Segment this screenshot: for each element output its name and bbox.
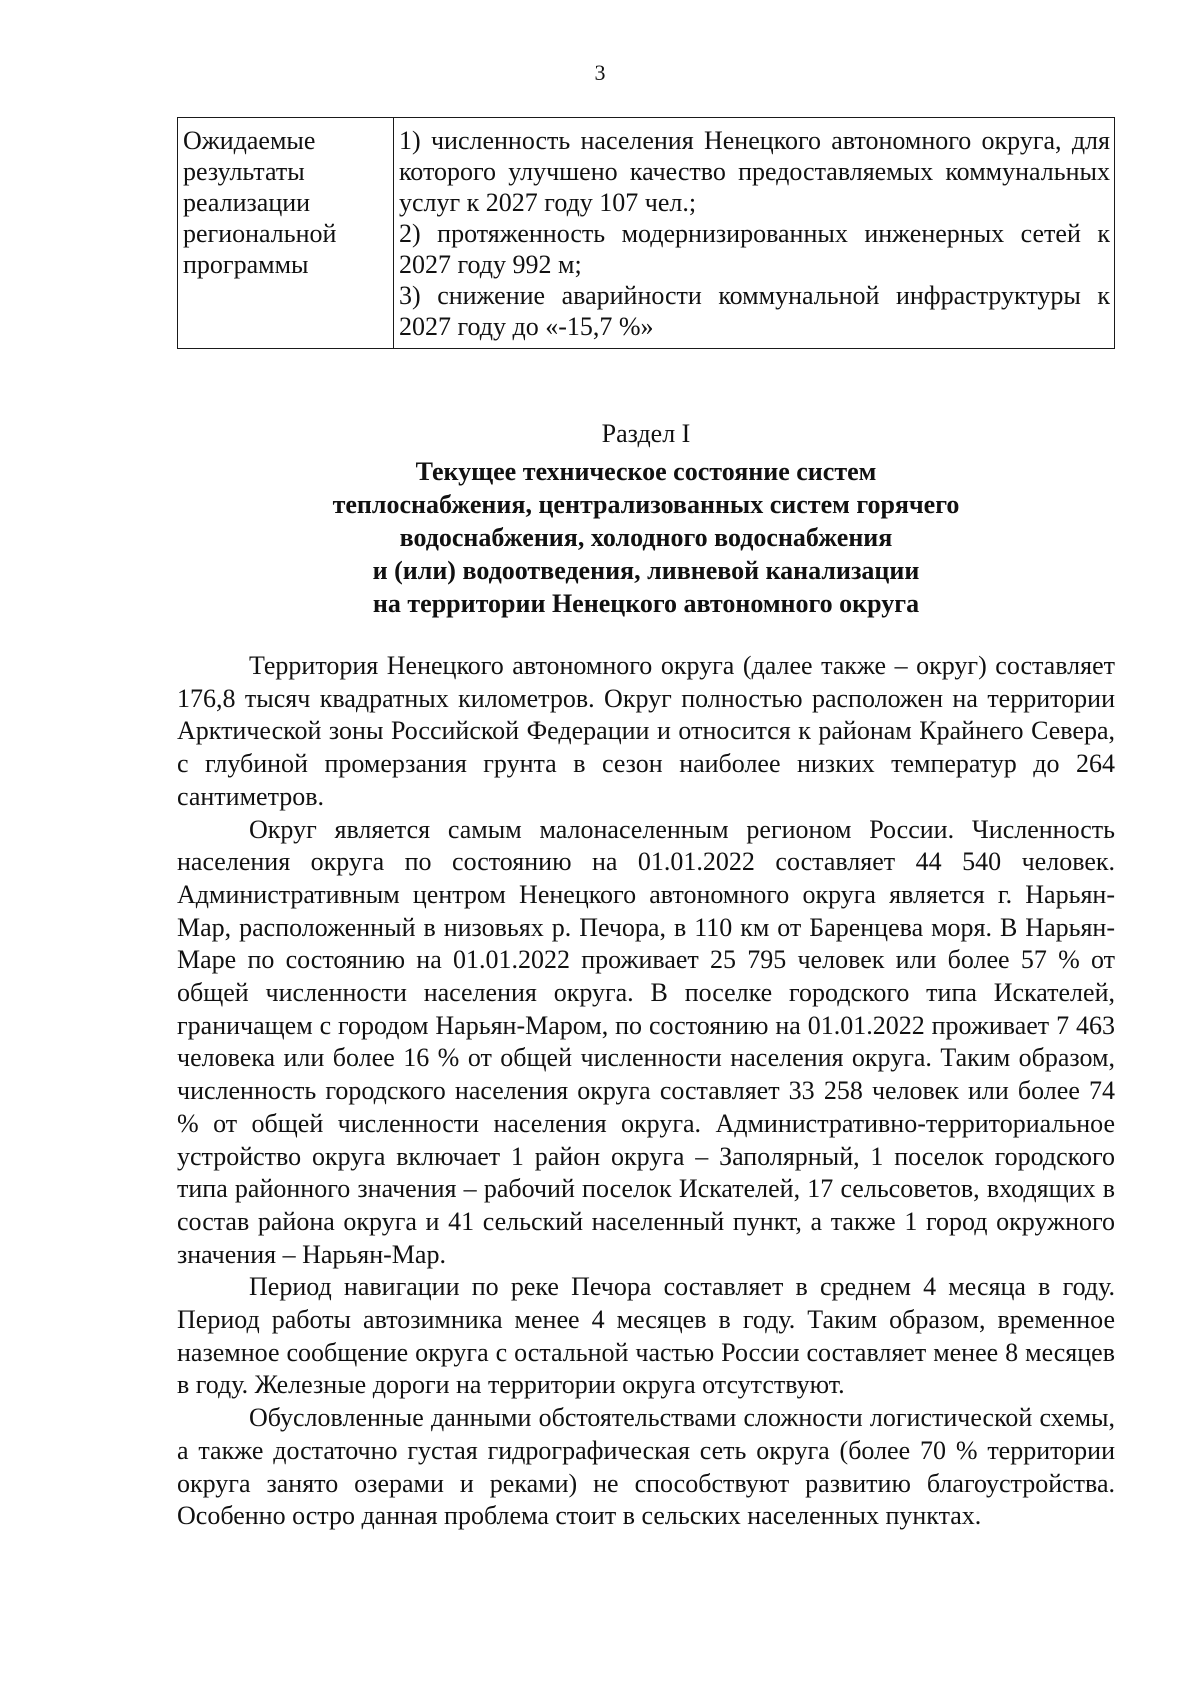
section-title-line: на территории Ненецкого автономного округа — [372, 589, 920, 618]
table-label-cell: Ожидаемые результаты реализации региональной программы — [178, 118, 394, 349]
result-item-3: 3) снижение аварийности коммунальной инфраструктуры к 2027 году до «-15,7 %» — [399, 281, 1110, 341]
section-number: Раздел I — [601, 419, 691, 448]
body-text — [177, 650, 1115, 1533]
page-number: 3 — [594, 60, 606, 85]
paragraph-territory: Территория Ненецкого автономного округа (далее также – округ) составляет 176,8 тысяч квадратных километров. Округ полностью расположен на территории Арктической зоны Российской Федерации и относится к районам Крайнего Севера, с глубиной промерзания грунта в сезон наиболее низких температур до 264 сантиметров. — [177, 651, 1115, 811]
table-row — [178, 118, 1115, 349]
paragraph-logistics: Обусловленные данными обстоятельствами сложности логистической схемы, а также достаточно густая гидрографическая сеть округа (более 70 % территории округа занято озерами и реками) не способствуют развитию благоустройства. Особенно остро данная проблема стоит в сельских населенных пунктах. — [177, 1403, 1115, 1531]
section-title-line: водоснабжения, холодного водоснабжения — [399, 523, 893, 552]
paragraph-population: Округ является самым малонаселенным регионом России. Численность населения округа по состоянию на 01.01.2022 составляет 44 540 человек. Административным центром Ненецкого автономного округа является г. Нарьян-Мар, расположенный в низовьях р. Печора, в 110 км от Баренцева моря. В Нарьян-Маре по состоянию на 01.01.2022 проживает 25 795 человек или более 57 % от общей численности населения округа. В поселке городского типа Искателей, граничащем с городом Нарьян-Маром, по состоянию на 01.01.2022 проживает 7 463 человека или более 16 % от общей численности населения округа. Таким образом, численность городского населения округа составляет 33 258 человек или более 74 % от общей численности населения округа. Административно-территориальное устройство округа включает 1 район округа – Заполярный, 1 поселок городского типа районного значения – рабочий поселок Искателей, 17 сельсоветов, входящих в состав района округа и 41 сельский населенный пункт, а также 1 город окружного значения – Нарьян-Мар. — [177, 814, 1115, 1269]
section-1 — [177, 418, 1115, 1533]
result-item-1: 1) численность населения Ненецкого автономного округа, для которого улучшено качество предоставляемых коммунальных услуг к 2027 году 107 чел.; — [399, 126, 1110, 217]
result-item-2: 2) протяженность модернизированных инженерных сетей к 2027 году 992 м; — [399, 219, 1110, 279]
section-title-line: Текущее техническое состояние систем — [415, 457, 877, 486]
section-title-line: теплоснабжения, централизованных систем горячего — [332, 490, 960, 519]
section-title-line: и (или) водоотведения, ливневой канализации — [372, 556, 920, 585]
section-title — [177, 455, 1115, 620]
expected-results-table — [177, 117, 1115, 349]
table-value-cell — [394, 118, 1115, 349]
paragraph-transport: Период навигации по реке Печора составляет в среднем 4 месяца в году. Период работы автозимника менее 4 месяцев в году. Таким образом, временное наземное сообщение округа с остальной частью России составляет менее 8 месяцев в году. Железные дороги на территории округа отсутствуют. — [177, 1272, 1115, 1400]
